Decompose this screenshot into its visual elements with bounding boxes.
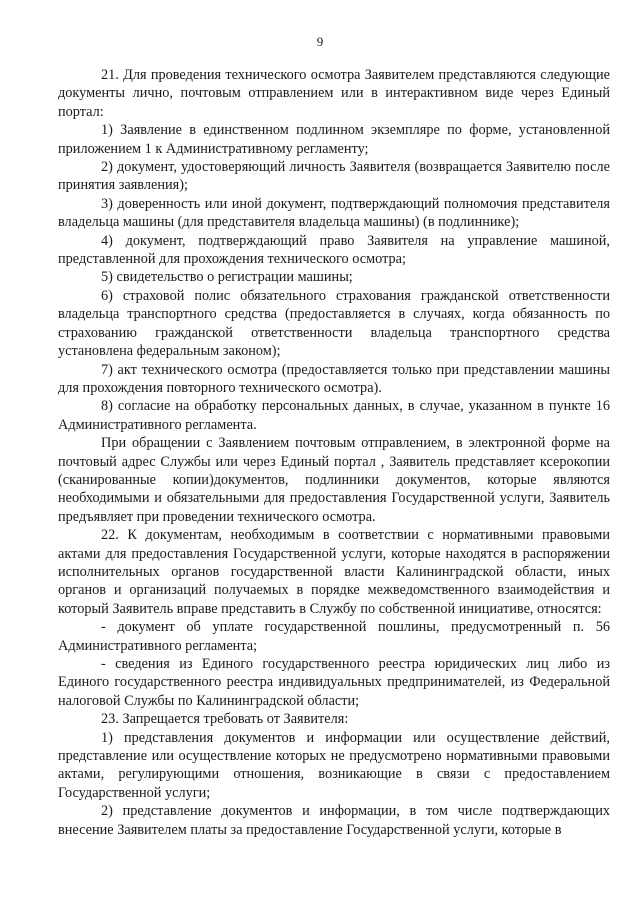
prohibition-item-2: 2) представление документов и информации, в том числе подтверждающих внесение Заявителем платы за предоставление Государственной услуги, которые в xyxy=(58,803,610,838)
prohibition-item-1: 1) представления документов и информации или осуществление действий, представление или осуществление которых не предусмотрено нормативными правовыми актами, регулирующими отношения, возникающие в связи с предоставлением Государственной услуги; xyxy=(58,729,610,801)
list-item-4: 4) документ, подтверждающий право Заявителя на управление машиной, представленной для прохождения технического осмотра; xyxy=(58,232,610,268)
list-item-5: 5) свидетельство о регистрации машины; xyxy=(101,269,353,286)
list-item-3: 3) доверенность или иной документ, подтверждающий полномочия представителя владельца машины (для представителя владельца машины) (в подлиннике); xyxy=(58,195,610,231)
paragraph-22: 22. К документам, необходимым в соответствии с нормативными правовыми актами для предоставления Государственной услуги, которые находятся в распоряжении исполнительных органов государственной власти Калининградской области, иных органов и организаций получаемых в порядке межведомственного взаимодействия и который Заявитель вправе представить в Службу по собственной инициативе, относятся: xyxy=(58,527,610,617)
page-number: 9 xyxy=(316,34,324,49)
list-item-1: 1) Заявление в единственном подлинном экземпляре по форме, установленной приложением 1 к Административному регламенту; xyxy=(58,122,610,157)
paragraph-postal-submission: При обращении с Заявлением почтовым отправлением, в электронной форме на почтовый адрес Службы или через Единый портал , Заявитель представляет ксерокопии (сканированные копии)документов, подлинники документов, которые являются необходимыми и обязательными для предоставления Государственной услуги, Заявитель предъявляет при проведении технического осмотра. xyxy=(58,435,610,525)
list-item-2: 2) документ, удостоверяющий личность Заявителя (возвращается Заявителю после принятия заявления); xyxy=(58,159,610,194)
list-item-7: 7) акт технического осмотра (предоставляется только при представлении машины для прохождения повторного технического осмотра). xyxy=(58,361,610,396)
document-body xyxy=(58,66,610,839)
paragraph-21: 21. Для проведения технического осмотра Заявителем представляются следующие документы лично, почтовым отправлением или в интерактивном виде через Единый портал: xyxy=(58,67,610,120)
list-item-6: 6) страховой полис обязательного страхования гражданской ответственности владельца транспортного средства (предоставляется в случаях, когда обязанность по страхованию гражданской ответственности владельца транспортного средства установлена федеральным законом); xyxy=(58,287,610,360)
paragraph-23: 23. Запрещается требовать от Заявителя: xyxy=(101,711,349,728)
bullet-registry-info: - сведения из Единого государственного реестра юридических лиц либо из Единого государственного реестра индивидуальных предпринимателей, из Федеральной налоговой Службы по Калининградской области; xyxy=(58,656,610,709)
bullet-fee-document: - документ об уплате государственной пошлины, предусмотренный п. 56 Административного регламента; xyxy=(58,619,610,654)
list-item-8: 8) согласие на обработку персональных данных, в случае, указанном в пункте 16 Административного регламента. xyxy=(58,398,610,433)
